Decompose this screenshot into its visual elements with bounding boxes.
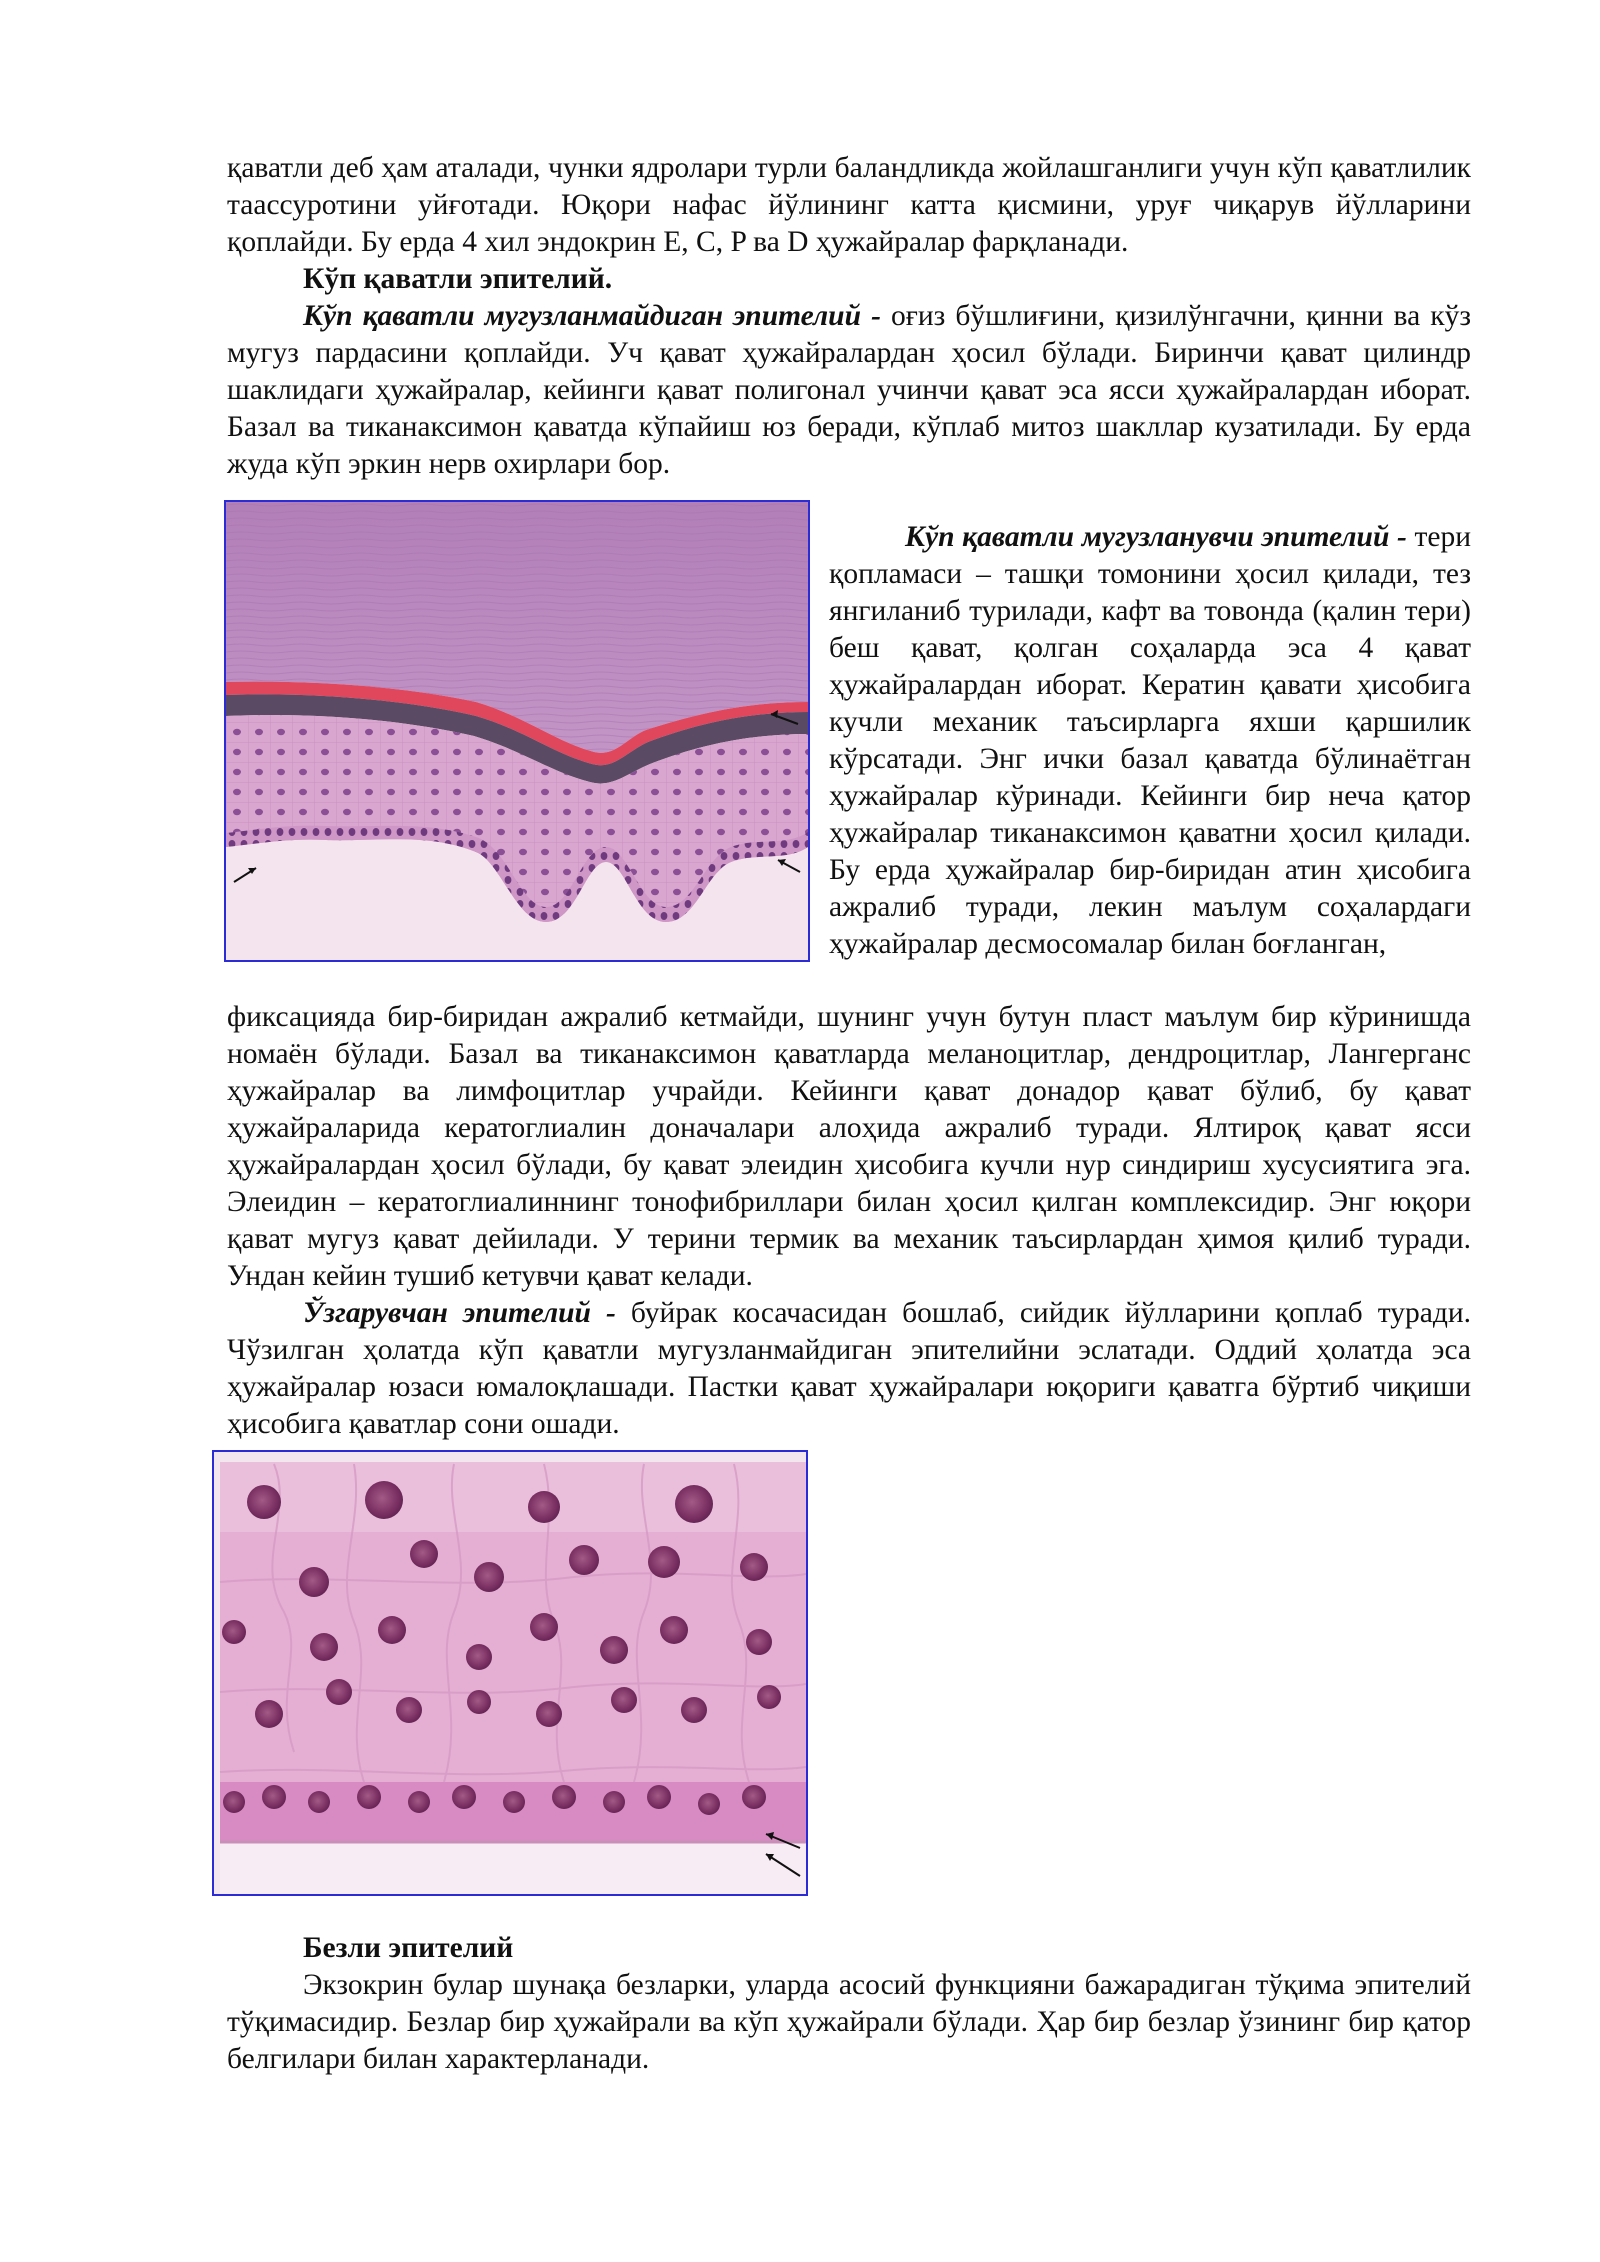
paragraph-glandular: Экзокрин булар шунақа безларки, уларда асосий функцияни бажарадиган тўқима эпителий тўқимасидир. Безлар бир ҳужайрали ва кўп ҳужайрали бўлади. Ҳар бир безлар ўзининг бир қатор белгилари билан характерланади. <box>227 1969 1471 2075</box>
paragraph-nonkeratinized <box>227 298 1471 483</box>
micrograph-transitional-image <box>214 1452 806 1894</box>
term-keratinized: Кўп қаватли мугузланувчи эпителий - <box>905 521 1407 553</box>
paragraph-transitional <box>227 1295 1471 1443</box>
heading-stratified-epithelium: Кўп қаватли эпителий. <box>303 263 613 295</box>
paragraph-keratinized-text: тери қопламаси – ташқи томонини ҳосил қилади, тез янгиланиб турилади, кафт ва товонда (қалин тери) беш қават, қолган соҳаларда эса 4 қават ҳужайралардан иборат. Кератин қавати ҳисобига кучли механик таъсирларга яхши қаршилик кўрсатади. Энг ички базал қаватда бўлинаётган ҳужайралар кўринади. Кейинги бир неча қатор ҳужайралар тиканаксимон қаватни ҳосил қилади. Бу ерда ҳужайралар бир-биридан атин ҳисобига ажралиб туради, лекин маълум соҳалардаги ҳужайралар десмосомалар билан боғланган, <box>829 521 1472 960</box>
term-transitional: Ўзгарувчан эпителий - <box>303 1297 616 1329</box>
term-nonkeratinized: Кўп қаватли мугузланмайдиган эпителий - <box>303 300 881 332</box>
text-block-bottom <box>227 1930 1471 2078</box>
figure-transitional-epithelium <box>212 1450 808 1896</box>
paragraph-transitional-text: буйрак косачасидан бошлаб, сийдик йўлларини қоплаб туради. Чўзилган ҳолатда кўп қаватли мугузланмайдиган эпителийни эслатади. Оддий ҳолатда эса ҳужайралар юзаси юмалоқлашади. Пастки қават ҳужайралари юқориги қаватга бўртиб чиқиши ҳисобига қаватлар сони ошади. <box>227 1297 1472 1440</box>
paragraph-keratinized-continued: фиксацияда бир-биридан ажралиб кетмайди, шунинг учун бутун пласт маълум бир кўринишда номаён бўлади. Базал ва тиканаксимон қаватларда меланоцитлар, дендроцитлар, Лангерганс ҳужайралар ва лимфоцитлар учрайди. Кейинги қават донадор қават бўлиб, бу қават ҳужайраларида кератоглиалин доначалари алоҳида ажралиб туради. Ялтироқ қават ясси ҳужайралардан ҳосил бўлади, бу қават элеидин ҳисобига кучли нур синдириш хусусиятига эга. Элеидин – кератоглиалиннинг тонофибриллари билан ҳосил қилган комплексидир. Энг юқори қават мугуз қават дейилади. У терини термик ва механик таъсирлардан ҳимоя қилиб туради. Ундан кейин тушиб кетувчи қават келади. <box>227 1001 1471 1292</box>
text-block-middle <box>227 999 1471 1443</box>
text-block-side <box>829 519 1471 963</box>
paragraph-nonkeratinized-text: оғиз бўшлиғини, қизилўнгачни, қинни ва кўз мугуз пардасини қоплайди. Уч қават ҳужайралардан ҳосил бўлади. Биринчи қават цилиндр шаклидаги ҳужайралар, кейинги қават полигонал учинчи қават эса ясси ҳужайралардан иборат. Базал ва тиканаксимон қаватда кўпайиш юз беради, кўплаб митоз шакллар кузатилади. Бу ерда жуда кўп эркин нерв охирлари бор. <box>227 300 1471 480</box>
figure-keratinized-epithelium <box>224 500 810 962</box>
text-block-top <box>227 150 1471 483</box>
micrograph-skin-image <box>226 502 808 960</box>
paragraph-keratinized <box>829 519 1471 963</box>
heading-glandular-epithelium: Безли эпителий <box>303 1932 514 1964</box>
paragraph-intro: қаватли деб ҳам аталади, чунки ядролари турли баландликда жойлашганлиги учун кўп қаватлилик таассуротини уйғотади. Юқори нафас йўлининг катта қисмини, уруғ чиқарув йўлларини қоплайди. Бу ерда 4 хил эндокрин E, C, P ва D ҳужайралар фарқланади. <box>227 152 1471 258</box>
